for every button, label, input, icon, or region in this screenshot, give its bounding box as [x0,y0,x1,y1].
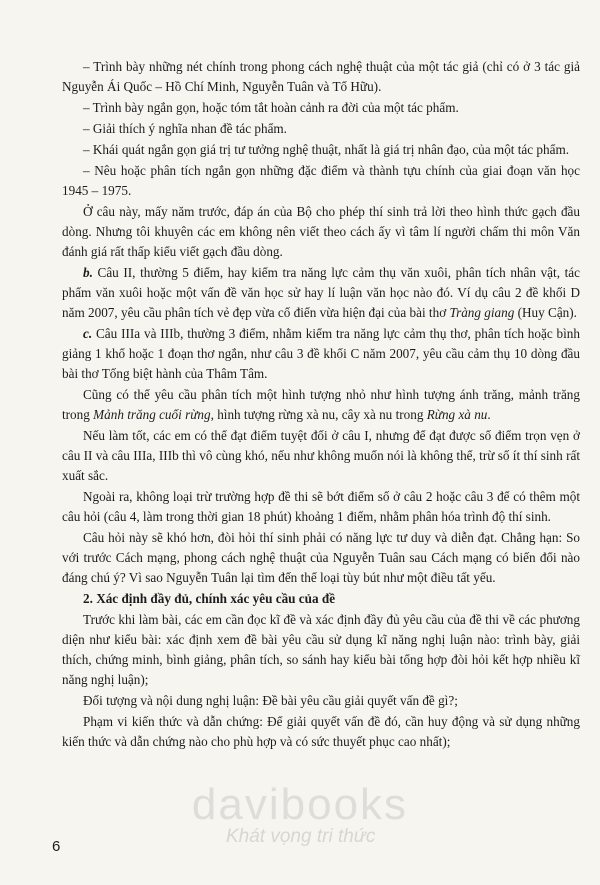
paragraph: – Trình bày ngắn gọn, hoặc tóm tắt hoàn cảnh ra đời của một tác phẩm. [83,100,459,115]
paragraph-moon-text-1: Cũng có thể yêu cầu phân tích một hình tượng nhỏ như hình tượng ánh trăng, mảnh trăng trong [62,387,580,422]
paragraph: – Khái quát ngắn gọn giá trị tư tưởng nghệ thuật, nhất là giá trị nhân đạo, của một tác phẩm. [83,142,570,157]
paragraph-c [62,324,580,384]
paragraph: Đối tượng và nội dung nghị luận: Đề bài yêu cầu giải quyết vấn đề gì?; [83,693,458,708]
paragraph: Câu hỏi này sẽ khó hơn, đòi hỏi thí sinh phải có năng lực tư duy và diễn đạt. Chẳng hạn: So với trước Cách mạng, phong cách nghệ thuật của Nguyễn Tuân sau Cách mạng có biến đổi nào đáng chú ý? Vì sao Nguyễn Tuân lại tìm đến thể loại tùy bút như một điều tất yếu. [62,530,580,585]
work-title: Rừng xà nu [426,407,488,422]
paragraph-b [62,263,580,323]
paragraph: Nếu làm tốt, các em có thể đạt điểm tuyệt đối ở câu I, nhưng để đạt được số điểm trọn vẹn ở câu II và câu IIIa, IIIb thì vô cùng khó, nếu như không muốn nói là không thể, trừ số ít thí sinh rất xuất sắc. [62,428,580,483]
item-label-b: b. [83,265,93,280]
paragraph: Trước khi làm bài, các em cần đọc kĩ đề và xác định đầy đủ yêu cầu của đề thi về các phương diện như kiểu bài: xác định xem đề bài yêu cầu sử dụng kĩ năng nghị luận nào: trình bày, giải thích, chứng minh, bình giảng, phân tích, so sánh hay kiểu bài tổng hợp đòi hỏi kết hợp nhiều kĩ năng nghị luận); [62,612,580,687]
paragraph-moon-text-3: . [487,407,491,422]
item-label-c: c. [83,326,93,341]
watermark-logo: davibooks [191,780,409,829]
watermark-tagline: Khát vọng tri thức [226,826,376,847]
work-title: Mảnh trăng cuối rừng [93,407,211,422]
work-title: Tràng giang [449,305,515,320]
paragraph: Phạm vi kiến thức và dẫn chứng: Để giải quyết vấn đề đó, cần huy động và sử dụng những kiến thức và dẫn chứng nào cho phù hợp và có sức thuyết phục cao nhất); [62,714,580,749]
paragraph: – Nêu hoặc phân tích ngắn gọn những đặc điểm và thành tựu chính của giai đoạn văn học 1945 – 1975. [62,163,580,198]
paragraph-b-text-1: Câu II, thường 5 điểm, hay kiểm tra năng lực cảm thụ văn xuôi, phân tích nhân vật, tác phẩm văn xuôi hoặc một vấn đề văn học sử hay lí luận văn học nào đó. Ví dụ câu 2 đề khối D năm 2007, yêu cầu phân tích vẻ đẹp vừa cổ điển vừa hiện đại của bài thơ [62,265,580,320]
paragraph: – Giải thích ý nghĩa nhan đề tác phẩm. [83,121,287,136]
paragraph-b-text-2: (Huy Cận). [514,305,577,320]
paragraph-moon-text-2: , hình tượng rừng xà nu, cây xà nu trong [210,407,427,422]
page-body [62,57,580,753]
paragraph-c-text: Câu IIIa và IIIb, thường 3 điểm, nhằm kiểm tra năng lực cảm thụ thơ, phân tích hoặc bình giảng 1 khổ hoặc 1 đoạn thơ ngắn, như câu 3 đề khối C năm 2007, yêu cầu cảm thụ 10 dòng đầu bài thơ Tống biệt hành của Thâm Tâm. [62,326,580,381]
paragraph: – Trình bày những nét chính trong phong cách nghệ thuật của một tác giả (chỉ có ở 3 tác giả Nguyễn Ái Quốc – Hồ Chí Minh, Nguyễn Tuân và Tố Hữu). [62,59,580,94]
section-heading: 2. Xác định đầy đủ, chính xác yêu cầu của đề [83,591,336,606]
page-number: 6 [52,838,61,855]
paragraph: Ở câu này, mấy năm trước, đáp án của Bộ cho phép thí sinh trả lời theo hình thức gạch đầu dòng. Nhưng tôi khuyên các em không nên viết theo cách ấy vì tâm lí người chấm thi môn Văn đánh giá rất thấp kiểu viết gạch đầu dòng. [62,204,580,259]
paragraph: Ngoài ra, không loại trừ trường hợp đề thi sẽ bớt điểm số ở câu 2 hoặc câu 3 để có thêm một câu hỏi (câu 4, làm trong thời gian 18 phút) khoảng 1 điểm, nhằm phân hóa trình độ thí sinh. [62,489,580,524]
paragraph-moon [62,385,580,425]
